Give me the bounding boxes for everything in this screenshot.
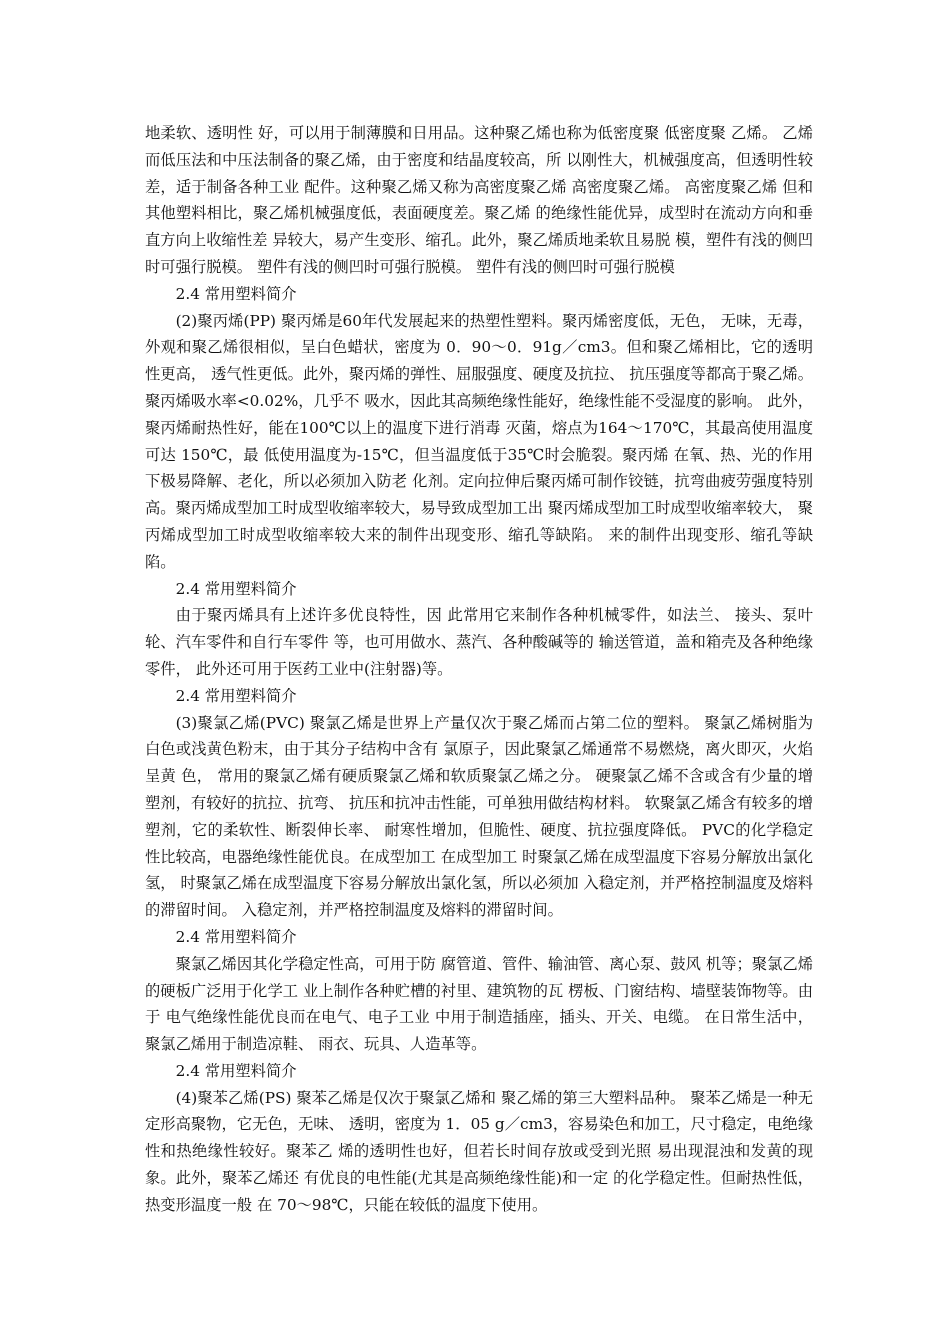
paragraph-polypropylene-uses: 由于聚丙烯具有上述许多优良特性，因 此常用它来制作各种机械零件，如法兰、 接头、泵叶轮、汽车零件和自行车零件 等，也可用做水、蒸汽、各种酸碱等的 输送管道，盖和箱壳及各种绝缘零件， 此外还可用于医药工业中(注射器)等。 xyxy=(145,606,813,678)
paragraph-pvc-intro: (3)聚氯乙烯(PVC) 聚氯乙烯是世界上产量仅次于聚乙烯而占第二位的塑料。 聚氯乙烯树脂为白色或浅黄色粉末，由于其分子结构中含有 氯原子，因此聚氯乙烯通常不易燃烧，离火即灭，火焰呈黄 色， 常用的聚氯乙烯有硬质聚氯乙烯和软质聚氯乙烯之分。 硬聚氯乙烯不含或含有少量的增塑剂，有较好的抗拉、抗弯、 抗压和抗冲击性能，可单独用做结构材料。 软聚氯乙烯含有较多的增塑剂，它的柔软性、断裂伸长率、 耐寒性增加，但脆性、硬度、抗拉强度降低。 PVC的化学稳定性比较高，电器绝缘性能优良。在成型加工 在成型加工 时聚氯乙烯在成型温度下容易分解放出氯化氢， 时聚氯乙烯在成型温度下容易分解放出氯化氢，所以必须加 入稳定剂，并严格控制温度及熔料的滞留时间。 入稳定剂，并严格控制温度及熔料的滞留时间。 xyxy=(145,713,813,920)
section-heading: 2.4 常用塑料简介 xyxy=(175,284,297,303)
section-heading: 2.4 常用塑料简介 xyxy=(175,927,297,946)
paragraph-pvc-uses: 聚氯乙烯因其化学稳定性高，可用于防 腐管道、管件、输油管、离心泵、鼓风 机等；聚氯乙烯的硬板广泛用于化学工 业上制作各种贮槽的衬里、建筑物的瓦 楞板、门窗结构、墙壁装饰物等。由于 电气绝缘性能优良而在电气、电子工业 中用于制造插座，插头、开关、电缆。 在日常生活中，聚氯乙烯用于制造凉鞋、 雨衣、玩具、人造革等。 xyxy=(145,954,813,1054)
paragraph-polystyrene-intro: (4)聚苯乙烯(PS) 聚苯乙烯是仅次于聚氯乙烯和 聚乙烯的第三大塑料品种。 聚苯乙烯是一种无定形高聚物，它无色，无味、 透明，密度为 1．05 g／cm3，容易染色和加工，尺寸稳定，电绝缘性和热绝缘性较好。聚苯乙 烯的透明性也好，但若长时间存放或受到光照 易出现混浊和发黄的现象。此外，聚苯乙烯还 有优良的电性能(尤其是高频绝缘性能)和一定 的化学稳定性。但耐热性低，热变形温度一般 在 70～98℃，只能在较低的温度下使用。 xyxy=(145,1088,813,1214)
section-heading: 2.4 常用塑料简介 xyxy=(175,1061,297,1080)
paragraph-polyethylene-properties: 地柔软、透明性 好，可以用于制薄膜和日用品。这种聚乙烯也称为低密度聚 低密度聚 乙烯。 乙烯 而低压法和中压法制备的聚乙烯，由于密度和结晶度较高，所 以刚性大，机械强度高，但透明性较差，适于制备各种工业 配件。这种聚乙烯又称为高密度聚乙烯 高密度聚乙烯。 高密度聚乙烯 但和其他塑料相比，聚乙烯机械强度低，表面硬度差。聚乙烯 的绝缘性能优异，成型时在流动方向和垂直方向上收缩性差 异较大，易产生变形、缩孔。此外，聚乙烯质地柔软且易脱 模，塑件有浅的侧凹时可强行脱模。 塑件有浅的侧凹时可强行脱模。 塑件有浅的侧凹时可强行脱模 xyxy=(145,124,813,276)
section-heading: 2.4 常用塑料简介 xyxy=(175,686,297,705)
paragraph-polypropylene-intro: (2)聚丙烯(PP) 聚丙烯是60年代发展起来的热塑性塑料。聚丙烯密度低，无色， 无味，无毒，外观和聚乙烯很相似，呈白色蜡状，密度为 0．90～0．91g／cm3。但和聚乙烯相比，它的透明性更高， 透气性更低。此外，聚丙烯的弹性、屈服强度、硬度及抗拉、 抗压强度等都高于聚乙烯。聚丙烯吸水率<0.02%，几乎不 吸水，因此其高频绝缘性能好，绝缘性能不受湿度的影响。 此外，聚丙烯耐热性好，能在100℃以上的温度下进行消毒 灭菌，熔点为164～170℃，其最高使用温度可达 150℃，最 低使用温度为-15℃，但当温度低于35℃时会脆裂。聚丙烯 在氧、热、光的作用下极易降解、老化，所以必须加入防老 化剂。定向拉伸后聚丙烯可制作铰链，抗弯曲疲劳强度特别 高。聚丙烯成型加工时成型收缩率较大，易导致成型加工出 聚丙烯成型加工时成型收缩率较大， 聚丙烯成型加工时成型收缩率较大来的制件出现变形、缩孔等缺陷。 来的制件出现变形、缩孔等缺陷。 xyxy=(145,311,813,571)
section-heading: 2.4 常用塑料简介 xyxy=(175,579,297,598)
document-page xyxy=(145,120,813,1219)
